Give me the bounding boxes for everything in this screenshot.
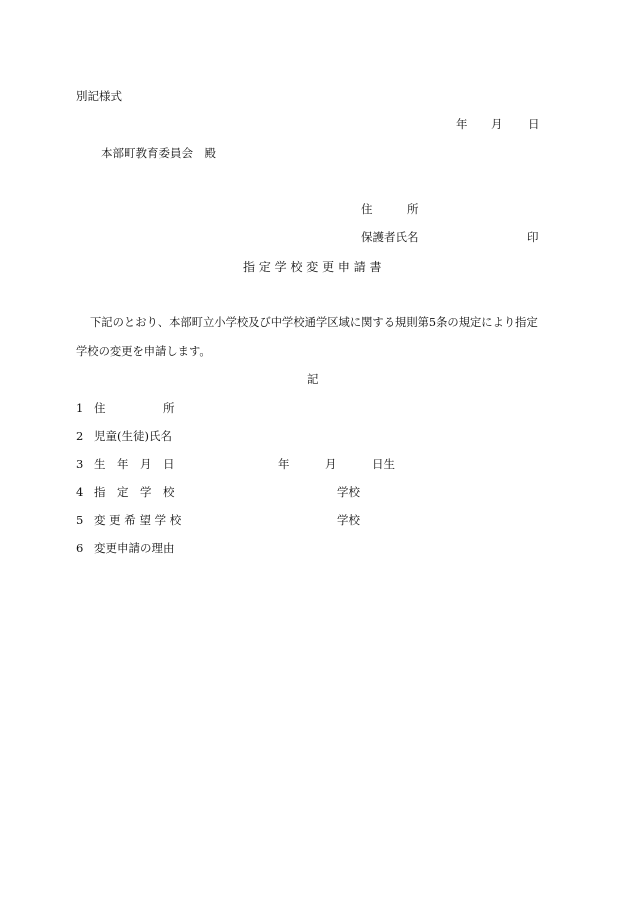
addressee: 本部町教育委員会 殿 <box>101 146 216 160</box>
item-number-2: 2 <box>76 429 84 443</box>
desired-school-suffix: 学校 <box>337 513 360 527</box>
item-number-4: 4 <box>76 485 84 499</box>
designated-school-suffix: 学校 <box>337 485 360 499</box>
body-text-line-2: 学校の変更を申請します。 <box>76 345 211 358</box>
item-label-designated-school: 指 定 学 校 <box>94 485 175 499</box>
ki-heading: 記 <box>307 372 319 386</box>
item-label-desired-school: 変 更 希 望 学 校 <box>94 513 182 527</box>
item-label-child-name: 児童(生徒)氏名 <box>94 429 172 443</box>
birth-month-label: 月 <box>325 457 337 471</box>
item-label-reason: 変更申請の理由 <box>94 541 175 555</box>
form-label: 別記様式 <box>76 89 122 103</box>
date-month-label: 月 <box>491 117 503 131</box>
date-day-label: 日 <box>528 117 540 131</box>
guardian-name-label: 保護者氏名 <box>361 230 419 244</box>
item-number-1: 1 <box>76 401 84 415</box>
birth-day-label: 日生 <box>372 457 395 471</box>
document-title: 指 定 学 校 変 更 申 請 書 <box>243 260 382 274</box>
item-label-birthdate: 生 年 月 日 <box>94 457 175 471</box>
item-number-3: 3 <box>76 457 84 471</box>
body-text-line-1: 下記のとおり、本部町立小学校及び中学校通学区域に関する規則第5条の規定により指定 <box>90 316 538 329</box>
item-number-6: 6 <box>76 541 84 555</box>
applicant-address-label: 住 所 <box>361 202 419 216</box>
birth-year-label: 年 <box>278 457 290 471</box>
date-year-label: 年 <box>456 117 468 131</box>
item-label-address: 住 所 <box>94 401 175 415</box>
item-number-5: 5 <box>76 513 84 527</box>
seal-mark: 印 <box>527 230 539 244</box>
